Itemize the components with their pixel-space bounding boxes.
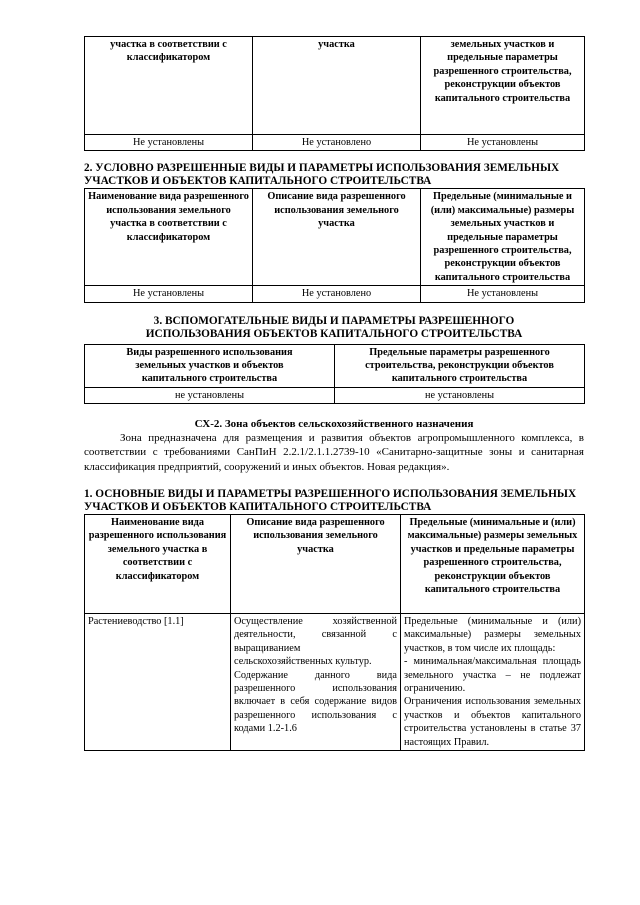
document-page bbox=[84, 36, 584, 751]
table-header-row bbox=[85, 37, 585, 135]
table-header-cell: Наименование вида разрешенного использования земельного участка в соответствии с классификатором bbox=[85, 514, 231, 613]
zone-title: СХ-2. Зона объектов сельскохозяйственного назначения bbox=[194, 418, 474, 431]
table-cell: Не установлены bbox=[85, 135, 253, 151]
table-row bbox=[85, 387, 585, 403]
use-description-text: Осуществление хозяйственной деятельности, связанной с выращиванием сельскохозяйственных культур. bbox=[234, 615, 397, 668]
section-title: 1. ОСНОВНЫЕ ВИДЫ И ПАРАМЕТРЫ РАЗРЕШЕННОГО ИСПОЛЬЗОВАНИЯ ЗЕМЕЛЬНЫХ УЧАСТКОВ И ОБЪЕКТОВ КАПИТАЛЬНОГО СТРОИТЕЛЬСТВА bbox=[84, 487, 577, 513]
table-header-cell: Виды разрешенного использования земельных участков и объектов капитального строительства bbox=[85, 344, 335, 387]
table-header-row bbox=[85, 344, 585, 387]
table-cell: не установлены bbox=[85, 387, 335, 403]
table-header-cell: Предельные (минимальные и (или) максимальные) размеры земельных участков и предельные параметры разрешенного строительства, реконструкции объектов капитального строительства bbox=[421, 189, 585, 286]
use-description-text: Содержание данного вида разрешенного использования включает в себя содержание видов разрешенного использования с кодами 1.2-1.6 bbox=[234, 669, 397, 735]
parameters-text: Предельные (минимальные и (или) максимальные) размеры земельных участков, в том числе их площадь: bbox=[404, 615, 581, 654]
table-cell: не установлены bbox=[335, 387, 585, 403]
table-header-cell: Предельные параметры разрешенного строительства, реконструкции объектов капитального строительства bbox=[335, 344, 585, 387]
zone-description: Зона предназначена для размещения и развития объектов агропромышленного комплекса, в соответствии с требованиями СанПиН 2.2.1/2.1.1.2739-10 «Санитарно-защитные зоны и санитарная классификация предприятий, сооружений и иных объектов. Новая редакция». bbox=[84, 432, 584, 473]
table-main-uses-continued bbox=[84, 36, 585, 151]
table-header-cell: участка bbox=[253, 37, 421, 135]
use-parameters-cell bbox=[401, 613, 585, 750]
table-main-uses bbox=[84, 514, 585, 751]
table-header-cell: Предельные (минимальные и (или) максимальные) размеры земельных участков и предельные параметры разрешенного строительства, реконструкции объектов капитального строительства bbox=[401, 514, 585, 613]
table-conditional-uses bbox=[84, 188, 585, 302]
table-cell: Не установлены bbox=[85, 286, 253, 302]
table-cell: Не установлено bbox=[253, 135, 421, 151]
table-cell: Не установлены bbox=[421, 135, 585, 151]
table-row bbox=[85, 135, 585, 151]
table-header-cell: участка в соответствии с классификатором bbox=[85, 37, 253, 135]
table-auxiliary-uses bbox=[84, 344, 585, 405]
table-row bbox=[85, 613, 585, 750]
table-header-cell: земельных участков и предельные параметры разрешенного строительства, реконструкции объектов капитального строительства bbox=[421, 37, 585, 135]
table-header-cell: Описание вида разрешенного использования земельного участка bbox=[231, 514, 401, 613]
table-cell: Не установлено bbox=[253, 286, 421, 302]
table-row bbox=[85, 286, 585, 302]
table-header-row bbox=[85, 514, 585, 613]
use-description-cell bbox=[231, 613, 401, 750]
parameters-text: Ограничения использования земельных участков и объектов капитального строительства установлены в статье 37 настоящих Правил. bbox=[404, 696, 581, 748]
table-cell: Не установлены bbox=[421, 286, 585, 302]
table-header-cell: Наименование вида разрешенного использования земельного участка в соответствии с классификатором bbox=[85, 189, 253, 286]
section-title: 3. ВСПОМОГАТЕЛЬНЫЕ ВИДЫ И ПАРАМЕТРЫ РАЗРЕШЕННОГО ИСПОЛЬЗОВАНИЯ ОБЪЕКТОВ КАПИТАЛЬНОГО СТРОИТЕЛЬСТВА bbox=[145, 314, 523, 340]
table-header-row bbox=[85, 189, 585, 286]
section-title: 2. УСЛОВНО РАЗРЕШЕННЫЕ ВИДЫ И ПАРАМЕТРЫ ИСПОЛЬЗОВАНИЯ ЗЕМЕЛЬНЫХ УЧАСТКОВ И ОБЪЕКТОВ КАПИТАЛЬНОГО СТРОИТЕЛЬСТВА bbox=[84, 162, 560, 188]
table-header-cell: Описание вида разрешенного использования земельного участка bbox=[253, 189, 421, 286]
use-name-cell: Растениеводство [1.1] bbox=[85, 613, 231, 750]
parameters-text: - минимальная/максимальная площадь земельного участка – не подлежат ограничению. bbox=[404, 656, 581, 694]
